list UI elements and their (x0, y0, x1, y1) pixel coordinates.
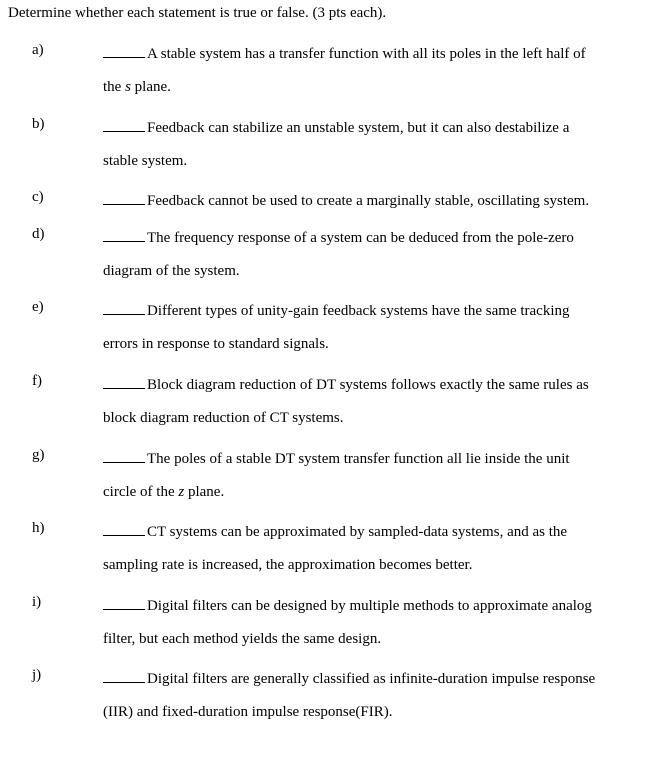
answer-blank[interactable] (103, 447, 145, 463)
item-letter: a) (32, 42, 44, 58)
statement-text-continued: stable system. (103, 153, 188, 169)
item-letter: i) (32, 594, 42, 610)
item-letter: b) (32, 116, 45, 132)
variable-z: z (178, 484, 185, 500)
statement-text-continued: the (103, 79, 126, 95)
instructions-heading: Determine whether each statement is true or false. (3 pts each). (8, 5, 387, 21)
statement-text: Different types of unity-gain feedback systems have the same tracking (147, 303, 570, 319)
answer-blank[interactable] (103, 373, 145, 389)
statement-text-continued: circle of the (103, 484, 179, 500)
item-letter: h) (32, 520, 45, 536)
statement-text-continued: diagram of the system. (103, 263, 240, 279)
answer-blank[interactable] (103, 226, 145, 242)
statement-text: Block diagram reduction of DT systems follows exactly the same rules as (147, 377, 589, 393)
item-letter: j) (32, 667, 42, 683)
item-letter: f) (32, 373, 42, 389)
answer-blank[interactable] (103, 594, 145, 610)
statement-text-continued: block diagram reduction of CT systems. (103, 410, 344, 426)
item-letter: c) (32, 189, 44, 205)
statement-text-continued: filter, but each method yields the same design. (103, 631, 382, 647)
statement-text: Digital filters can be designed by multiple methods to approximate analog (147, 598, 592, 614)
statement-text-continued-end: plane. (184, 484, 225, 500)
answer-blank[interactable] (103, 116, 145, 132)
statement-text-continued-end: plane. (130, 79, 171, 95)
statement-text-continued: errors in response to standard signals. (103, 336, 329, 352)
item-letter: e) (32, 299, 44, 315)
statement-text-continued: (IIR) and fixed-duration impulse response(FIR). (103, 704, 393, 720)
statement-text: A stable system has a transfer function with all its poles in the left half of (147, 46, 586, 62)
statement-text: The poles of a stable DT system transfer function all lie inside the unit (147, 451, 570, 467)
item-letter: d) (32, 226, 45, 242)
answer-blank[interactable] (103, 42, 145, 58)
variable-s: s (125, 79, 131, 95)
statement-text: Feedback cannot be used to create a marginally stable, oscillating system. (147, 193, 590, 209)
statement-text: CT systems can be approximated by sampled-data systems, and as the (147, 524, 568, 540)
statement-text-continued: sampling rate is increased, the approximation becomes better. (103, 557, 473, 573)
statement-text: Feedback can stabilize an unstable system, but it can also destabilize a (147, 120, 570, 136)
item-letter: g) (32, 447, 45, 463)
answer-blank[interactable] (103, 520, 145, 536)
answer-blank[interactable] (103, 299, 145, 315)
answer-blank[interactable] (103, 667, 145, 683)
statement-text: The frequency response of a system can be deduced from the pole-zero (147, 230, 574, 246)
answer-blank[interactable] (103, 189, 145, 205)
statement-text: Digital filters are generally classified as infinite-duration impulse response (147, 671, 596, 687)
